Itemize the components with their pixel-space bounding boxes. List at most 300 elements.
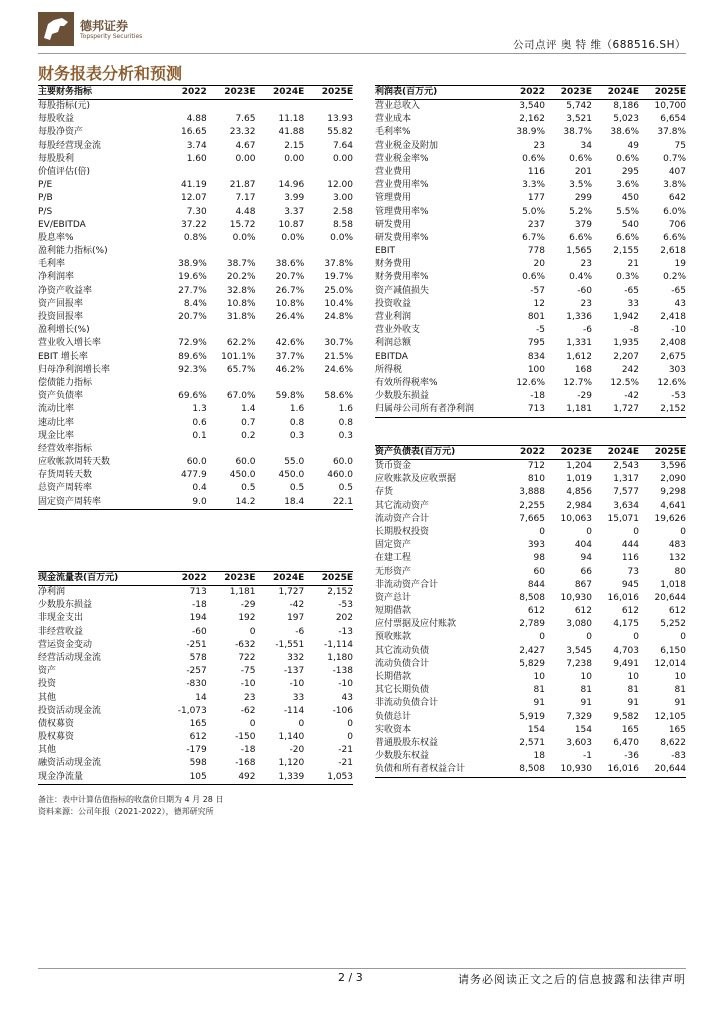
page-number: 2 / 3 xyxy=(338,971,363,984)
cell-value: 9,491 xyxy=(613,658,639,669)
table-title: 现金流量表(百万元) xyxy=(38,573,119,583)
cell-value: -83 xyxy=(671,751,686,762)
cell-value: 192 xyxy=(238,613,256,624)
cell-value: 4,641 xyxy=(660,500,686,511)
company-name-cn: 德邦证券 xyxy=(80,19,129,33)
row-label: 每股股利 xyxy=(38,153,75,164)
cell-value: 101.1% xyxy=(221,351,256,362)
table-row xyxy=(38,456,353,469)
table-bottom-rule xyxy=(38,509,353,510)
table-row xyxy=(38,626,353,639)
row-label: 非流动资产合计 xyxy=(375,579,439,590)
table-title: 利润表(百万元) xyxy=(375,87,438,97)
cell-value: 0 xyxy=(586,632,592,643)
row-label: 每股净资产 xyxy=(38,127,84,138)
cell-value: 21 xyxy=(627,259,639,270)
cell-value: 20,644 xyxy=(654,764,686,775)
main-indicators-table xyxy=(38,85,353,510)
row-label: 毛利率 xyxy=(38,259,66,270)
cell-value: 10.4% xyxy=(324,298,353,309)
row-label: EBIT xyxy=(375,246,396,257)
cell-value xyxy=(256,100,305,113)
cell-value: 46.2% xyxy=(275,364,305,375)
cell-value: -1,551 xyxy=(275,639,305,650)
cell-value: 19.6% xyxy=(178,272,207,283)
cell-value: 5,919 xyxy=(519,711,545,722)
row-label: 每股指标(元) xyxy=(38,101,91,111)
table-row xyxy=(38,417,353,430)
cell-value: 0 xyxy=(633,632,639,643)
cell-value: 43 xyxy=(674,298,686,309)
cell-value: 1,317 xyxy=(613,474,639,485)
cell-value: -138 xyxy=(332,666,353,677)
cell-value: 10,063 xyxy=(560,513,592,524)
table-row xyxy=(375,631,686,644)
cell-value: 712 xyxy=(527,461,545,471)
cell-value: -137 xyxy=(283,666,305,677)
cell-value: 7,238 xyxy=(566,658,592,669)
cell-value: 1.3 xyxy=(192,404,207,415)
cell-value: 0.7 xyxy=(241,417,256,428)
cell-value: 177 xyxy=(527,193,545,204)
cell-value: -257 xyxy=(186,666,207,677)
row-label: 经营活动现金流 xyxy=(38,652,102,663)
table-row xyxy=(38,337,353,350)
cell-value: 1,120 xyxy=(278,758,305,769)
cell-value xyxy=(207,245,256,258)
cell-value: 58.6% xyxy=(324,391,353,402)
cell-value xyxy=(304,245,353,258)
cell-value: -65 xyxy=(671,285,686,296)
cell-value: 0.5 xyxy=(289,483,305,494)
cell-value: 450 xyxy=(621,193,639,204)
table-row xyxy=(375,166,686,179)
cell-value: 237 xyxy=(527,219,545,230)
cell-value: 5,252 xyxy=(660,619,686,630)
cell-value: 1,053 xyxy=(327,771,353,782)
cell-value: 60.0 xyxy=(235,457,256,468)
cell-value: 612 xyxy=(621,606,639,617)
cell-value: 1.60 xyxy=(186,153,207,164)
table-row xyxy=(375,460,686,473)
cell-value: 12.6% xyxy=(516,377,545,388)
cell-value: 295 xyxy=(621,166,639,177)
table-row xyxy=(38,364,353,377)
cash-flow-table xyxy=(38,571,353,785)
cell-value: 14.2 xyxy=(235,496,256,507)
table-row xyxy=(375,473,686,486)
cell-value: 1,140 xyxy=(278,732,305,743)
cell-value: 444 xyxy=(621,540,639,551)
cell-value: 10,700 xyxy=(654,101,686,111)
cell-value: 9.0 xyxy=(192,496,207,507)
row-label: 现金比率 xyxy=(38,430,75,441)
cell-value: 6.7% xyxy=(522,232,545,243)
row-label: P/B xyxy=(38,193,53,204)
row-label: 资产 xyxy=(38,666,57,677)
note-line: 备注：表中计算估值指标的收盘价日期为 4 月 28 日 xyxy=(38,795,224,804)
cell-value: 834 xyxy=(527,351,545,362)
cell-value: 59.8% xyxy=(275,391,305,402)
cell-value: 20,644 xyxy=(654,592,686,603)
year-header: 2022 xyxy=(519,447,545,457)
cell-value: -18 xyxy=(530,391,545,402)
cell-value: 2,162 xyxy=(519,114,545,125)
table-row xyxy=(38,324,353,337)
table-row xyxy=(38,100,353,113)
cell-value: 19 xyxy=(674,259,686,270)
cell-value: 9,298 xyxy=(660,487,686,498)
cell-value: 4.88 xyxy=(186,114,207,125)
cell-value: 3.3% xyxy=(522,180,545,191)
cell-value: -10 xyxy=(671,325,686,336)
cell-value: 154 xyxy=(574,724,592,735)
cell-value: 612 xyxy=(574,606,592,617)
cell-value: -10 xyxy=(338,679,353,690)
row-label: 投资活动现金流 xyxy=(38,705,102,716)
cell-value: 5.0% xyxy=(522,206,545,217)
table-row xyxy=(375,513,686,526)
cell-value: 8,508 xyxy=(519,764,545,775)
cell-value: 23 xyxy=(244,692,256,703)
cell-value: 3.00 xyxy=(332,193,353,204)
table-row xyxy=(38,166,353,179)
table-row xyxy=(38,192,353,205)
cell-value: 8.58 xyxy=(332,219,353,230)
cell-value xyxy=(158,100,207,113)
row-label: 营业收入增长率 xyxy=(38,338,102,349)
cell-value: 20 xyxy=(533,259,545,270)
cell-value: 89.6% xyxy=(178,351,207,362)
table-title: 资产负债表(百万元) xyxy=(375,447,456,457)
table-row xyxy=(375,618,686,631)
cell-value: 8,186 xyxy=(613,101,639,111)
cell-value: 12.6% xyxy=(657,377,686,388)
cell-value: 3,540 xyxy=(519,101,545,111)
cell-value: -8 xyxy=(630,325,639,336)
row-label: 其他 xyxy=(38,745,57,756)
cell-value: 0 xyxy=(539,526,545,537)
cell-value: 18.4 xyxy=(284,496,305,507)
cell-value: 7,329 xyxy=(566,711,592,722)
table-bottom-rule xyxy=(375,777,686,778)
table-row xyxy=(375,219,686,232)
cell-value: 8,622 xyxy=(660,737,686,748)
row-label: 股息率% xyxy=(38,232,74,243)
cell-value: 69.6% xyxy=(178,391,207,402)
cell-value: 5.2% xyxy=(569,206,592,217)
cell-value: -168 xyxy=(235,758,256,769)
cell-value xyxy=(207,166,256,179)
cell-value xyxy=(304,377,353,390)
cell-value: 722 xyxy=(238,652,256,663)
row-label: 净利润率 xyxy=(38,272,75,283)
cell-value: 4,856 xyxy=(566,487,592,498)
row-label: 其它流动负债 xyxy=(375,645,430,656)
table-row xyxy=(375,697,686,710)
cell-value: 60.0 xyxy=(186,457,207,468)
year-header: 2024E xyxy=(607,87,639,97)
row-label: 流动负债合计 xyxy=(375,658,430,669)
cell-value: 1,018 xyxy=(660,579,686,590)
cell-value: -18 xyxy=(192,600,207,611)
row-label: 负债总计 xyxy=(375,711,412,722)
cell-value: 91 xyxy=(674,698,686,709)
table-row xyxy=(375,153,686,166)
cell-value: -6 xyxy=(295,626,305,637)
cell-value: 2,984 xyxy=(566,500,592,511)
cell-value: -20 xyxy=(289,745,305,756)
cell-value: 10.87 xyxy=(278,219,305,230)
cell-value: 2,155 xyxy=(613,246,639,257)
cell-value: 38.7% xyxy=(563,127,592,138)
cell-value: 60.0 xyxy=(332,457,353,468)
cell-value: 14.96 xyxy=(278,180,305,191)
table-row xyxy=(375,724,686,737)
table-row xyxy=(375,100,686,113)
row-label: 归母净利润增长率 xyxy=(38,364,111,375)
cell-value xyxy=(207,443,256,456)
cell-value: 7,665 xyxy=(519,513,545,524)
year-header: 2024E xyxy=(607,447,639,457)
table-row xyxy=(38,586,353,599)
cell-value: 26.7% xyxy=(275,285,305,296)
cell-value: 8,508 xyxy=(519,592,545,603)
year-header: 2023E xyxy=(560,447,592,457)
row-label: 其它流动资产 xyxy=(375,500,430,511)
table-row xyxy=(375,285,686,298)
cell-value: 55.82 xyxy=(327,127,353,138)
cell-value: 0 xyxy=(586,526,592,537)
cell-value: 0.8 xyxy=(338,417,353,428)
row-label: 财务费用率% xyxy=(375,272,429,283)
cell-value: 0 xyxy=(298,718,305,729)
cell-value: 303 xyxy=(668,364,686,375)
cell-value: -65 xyxy=(624,285,639,296)
row-label: 短期借款 xyxy=(375,606,412,617)
cell-value: 12.00 xyxy=(327,180,353,191)
row-label: 投资 xyxy=(38,679,57,690)
row-label: 资产回报率 xyxy=(38,298,84,309)
cell-value: 578 xyxy=(189,652,207,663)
table-header-row xyxy=(375,85,686,100)
table-row xyxy=(38,678,353,691)
table-row xyxy=(375,245,686,258)
cell-value xyxy=(304,443,353,456)
cell-value: 94 xyxy=(580,553,592,564)
cell-value: 0.0% xyxy=(330,232,353,243)
row-label: 无形资产 xyxy=(375,566,412,577)
income-statement-table xyxy=(375,85,686,418)
cell-value: 713 xyxy=(527,404,545,415)
cell-value: 0.3 xyxy=(289,430,305,441)
row-label: 研发费用 xyxy=(375,219,412,230)
cell-value: -42 xyxy=(289,600,305,611)
cell-value: 18 xyxy=(533,751,545,762)
cell-value: 23 xyxy=(533,140,545,151)
cell-value: 3.74 xyxy=(186,140,207,151)
cell-value: 1,180 xyxy=(327,652,353,663)
balance-sheet-table xyxy=(375,445,686,778)
cell-value: 0.5 xyxy=(338,483,353,494)
cell-value: 2,207 xyxy=(613,351,639,362)
table-row xyxy=(375,271,686,284)
table-row xyxy=(38,113,353,126)
row-label: 营业费用率% xyxy=(375,180,429,191)
row-label: 货币资金 xyxy=(375,461,412,471)
table-row xyxy=(38,665,353,678)
year-header: 2025E xyxy=(654,447,686,457)
cell-value: 37.8% xyxy=(657,127,686,138)
cell-value xyxy=(207,100,256,113)
table-row xyxy=(375,539,686,552)
row-label: P/E xyxy=(38,180,53,191)
cell-value: 450.0 xyxy=(278,470,305,481)
cell-value: 1,727 xyxy=(278,587,305,597)
row-label: EBIT 增长率 xyxy=(38,351,88,362)
table-row xyxy=(38,705,353,718)
cell-value: 2.15 xyxy=(284,140,305,151)
year-header: 2025E xyxy=(321,87,353,97)
cell-value: 0.3% xyxy=(616,272,639,283)
table-row xyxy=(375,403,686,416)
cell-value: 168 xyxy=(574,364,592,375)
cell-value: 3.8% xyxy=(663,180,686,191)
row-label: 营业外收支 xyxy=(375,325,421,336)
cell-value: 844 xyxy=(527,579,545,590)
cell-value: 299 xyxy=(574,193,592,204)
source-line: 资料来源：公司年报（2021-2022），德邦研究所 xyxy=(38,807,214,816)
cell-value: 15.72 xyxy=(229,219,256,230)
cell-value: 3,545 xyxy=(566,645,592,656)
cell-value: 22.1 xyxy=(332,496,353,507)
cell-value: 1,942 xyxy=(613,312,639,322)
row-label: 营业总收入 xyxy=(375,101,421,111)
table-row xyxy=(38,140,353,153)
row-label: 营业成本 xyxy=(375,114,412,125)
cell-value: 6.6% xyxy=(569,232,592,243)
row-label: 每股收益 xyxy=(38,114,75,125)
cell-value: 91 xyxy=(627,698,639,709)
cell-value: -29 xyxy=(240,600,256,611)
cell-value: 6,470 xyxy=(613,737,639,748)
table-row xyxy=(375,351,686,364)
row-label: 资产负债率 xyxy=(38,391,84,402)
row-label: 非流动负债合计 xyxy=(375,698,439,709)
cell-value: -42 xyxy=(624,391,639,402)
row-label: 应收帐款周转天数 xyxy=(38,457,111,468)
cell-value: 3,888 xyxy=(519,487,545,498)
cell-value: 25.0% xyxy=(324,285,353,296)
cell-value: 2,571 xyxy=(519,737,545,748)
cell-value: 2,675 xyxy=(660,351,686,362)
row-label: 有效所得税率% xyxy=(375,377,438,388)
table-row xyxy=(38,612,353,625)
row-label: 少数股东权益 xyxy=(375,751,430,762)
cell-value: 27.7% xyxy=(178,285,207,296)
row-label: 营业利润 xyxy=(375,312,412,322)
cell-value: 2,618 xyxy=(660,246,686,257)
table-row xyxy=(38,443,353,456)
cell-value: -75 xyxy=(240,666,256,677)
cell-value: 492 xyxy=(238,771,256,782)
row-label: 其他 xyxy=(38,692,57,703)
cell-value: 5,023 xyxy=(613,114,639,125)
row-label: 管理费用 xyxy=(375,193,412,204)
cell-value: -830 xyxy=(186,679,207,690)
cell-value: 2,418 xyxy=(660,312,686,322)
cell-value: 1.6 xyxy=(338,404,353,415)
cell-value: 32.8% xyxy=(226,285,256,296)
cell-value: 20.7% xyxy=(178,312,207,322)
table-row xyxy=(375,737,686,750)
row-label: 存货周转天数 xyxy=(38,470,93,481)
cell-value: 21.87 xyxy=(229,180,256,191)
cell-value: 31.8% xyxy=(226,312,256,322)
cell-value: 2,427 xyxy=(519,645,545,656)
cell-value: 81 xyxy=(533,685,545,696)
cell-value: 6,150 xyxy=(660,645,686,656)
cell-value xyxy=(158,377,207,390)
cell-value: 642 xyxy=(668,193,686,204)
cell-value: 1.4 xyxy=(241,404,256,415)
cell-value: 91 xyxy=(580,698,592,709)
cell-value xyxy=(158,166,207,179)
cell-value: 332 xyxy=(287,652,305,663)
row-label: 少数股东损益 xyxy=(38,600,93,611)
cell-value: -62 xyxy=(240,705,256,716)
cell-value: 21.5% xyxy=(324,351,353,362)
table-row xyxy=(38,430,353,443)
cell-value: 0 xyxy=(680,526,686,537)
cell-value xyxy=(304,166,353,179)
row-label: 长期股权投资 xyxy=(375,526,430,537)
table-row xyxy=(375,364,686,377)
cell-value: 0.4 xyxy=(192,483,207,494)
cell-value: -29 xyxy=(577,391,592,402)
cell-value: -21 xyxy=(338,745,353,756)
cell-value: 19,626 xyxy=(654,513,686,524)
cell-value: 81 xyxy=(627,685,639,696)
cell-value: 404 xyxy=(574,540,592,551)
cell-value: 612 xyxy=(527,606,545,617)
cell-value: 42.6% xyxy=(275,338,305,349)
cell-value: 2,543 xyxy=(613,461,639,471)
cell-value: 0 xyxy=(347,718,353,729)
cell-value: 10 xyxy=(580,672,592,682)
row-label: EV/EBITDA xyxy=(38,219,86,230)
cell-value: 33 xyxy=(292,692,305,703)
cell-value: 0.6% xyxy=(616,153,639,164)
cell-value xyxy=(207,324,256,337)
cell-value: 6,654 xyxy=(660,114,686,125)
row-label: 投资收益 xyxy=(375,298,412,309)
table-row xyxy=(38,258,353,271)
cell-value: 41.88 xyxy=(278,127,305,138)
table-bottom-rule xyxy=(375,417,686,418)
cell-value: 0 xyxy=(539,632,545,643)
table-row xyxy=(375,750,686,763)
cell-value: 4,175 xyxy=(613,619,639,630)
cell-value: 460.0 xyxy=(327,470,353,481)
table-row xyxy=(38,271,353,284)
cell-value: 2,152 xyxy=(327,587,353,597)
row-label: 营业税金及附加 xyxy=(375,140,439,151)
cell-value: 0.5 xyxy=(241,483,256,494)
cell-value: 116 xyxy=(621,553,639,564)
year-header: 2023E xyxy=(560,87,592,97)
table-row xyxy=(375,179,686,192)
